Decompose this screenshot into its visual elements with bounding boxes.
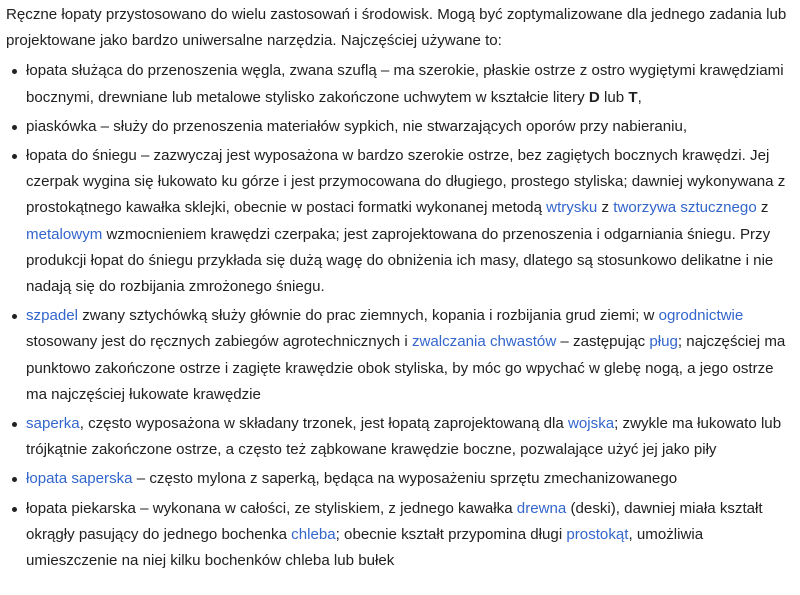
item-text: , bbox=[637, 88, 642, 106]
wiki-link[interactable]: szpadel bbox=[26, 307, 79, 325]
item-text: , umożliwia umieszczenie na niej kilku bochenków chleba lub bułek bbox=[26, 525, 704, 570]
item-text: zwany sztychówką służy głównie do prac ziemnych, kopania i rozbijania grud ziemi; w bbox=[78, 307, 659, 325]
list-item-entrenching-tool bbox=[26, 411, 798, 463]
item-text: z bbox=[597, 199, 614, 217]
item-text: wzmocnieniem krawędzi czerpaka; jest zaprojektowana do przenoszenia i odgarniania śniegu. Przy produkcji łopat do śniegu przykłada się dużą wagę do obniżenia ich masy, dlatego są stosunkowo delikatne i nie nadają się do rozbijania zmrożonego śniegu. bbox=[26, 225, 774, 296]
wiki-link[interactable]: zwalczania chwastów bbox=[411, 333, 557, 351]
wiki-link[interactable]: wtrysku bbox=[546, 199, 598, 217]
intro-paragraph: Ręczne łopaty przystosowano do wielu zastosowań i środowisk. Mogą być zoptymalizowane dla jednego zadania lub projektowane jako bardzo uniwersalne narzędzia. Najczęściej używane to: bbox=[6, 6, 787, 50]
item-text: ; obecnie kształt przypomina długi bbox=[335, 525, 567, 543]
list-item-sand-shovel bbox=[26, 114, 798, 140]
item-text: (deski), dawniej miała kształt okrągły pasujący do jednego bochenka bbox=[26, 499, 763, 543]
bold-text: T bbox=[628, 88, 638, 106]
wiki-link[interactable]: chleba bbox=[291, 525, 336, 543]
item-text: stosowany jest do ręcznych zabiegów agrotechnicznych i bbox=[26, 333, 412, 351]
wiki-link[interactable]: wojska bbox=[568, 415, 615, 433]
item-text: – zastępując bbox=[556, 333, 650, 351]
wiki-link[interactable]: pług bbox=[649, 333, 678, 351]
wiki-link[interactable]: saperka bbox=[26, 415, 80, 433]
item-text: lub bbox=[599, 88, 629, 106]
bold-text: D bbox=[588, 88, 600, 106]
item-text: z bbox=[756, 199, 769, 217]
list-item-sapper-shovel bbox=[26, 466, 798, 492]
item-text: ; zwykle ma łukowato lub trójkątnie zakończone ostrze, a często też ząbkowane krawędzie boczne, pozwalające użyć jej jako piły bbox=[26, 415, 782, 459]
list-item-snow-shovel bbox=[26, 143, 798, 300]
wiki-link[interactable]: prostokąt bbox=[566, 525, 629, 543]
list-item-coal-shovel bbox=[26, 58, 798, 110]
item-text: łopata do śniegu – zazwyczaj jest wyposażona w bardzo szerokie ostrze, bez zagiętych bocznych krawędzi. Jej czerpak wygina się łukowato ku górze i jest przymocowana do długiego, prostego styliska; dawniej wykonywana z prostokątnego kawałka sklejki, obecnie w postaci formatki wykonanej metodą bbox=[26, 147, 786, 217]
item-text: piaskówka – służy do przenoszenia materiałów sypkich, nie stwarzających oporów przy nabieraniu, bbox=[26, 117, 688, 135]
item-text: łopata służąca do przenoszenia węgla, zwana szuflą – ma szerokie, płaskie ostrze z ostro wygiętymi krawędziami bocznymi, drewniane lub metalowe stylisko zakończone uchwytem w kształcie litery bbox=[26, 62, 784, 106]
list-item-spade bbox=[26, 303, 798, 408]
item-text: łopata piekarska – wykonana w całości, ze styliskiem, z jednego kawałka bbox=[26, 499, 517, 517]
wiki-link[interactable]: łopata saperska bbox=[26, 470, 133, 488]
item-text: – często mylona z saperką, będąca na wyposażeniu sprzętu zmechanizowanego bbox=[132, 470, 678, 488]
wiki-link[interactable]: ogrodnictwie bbox=[658, 307, 744, 325]
wiki-link[interactable]: metalowym bbox=[26, 225, 103, 243]
item-text: , często wyposażona w składany trzonek, jest łopatą zaprojektowaną dla bbox=[79, 415, 569, 433]
shovel-types-list bbox=[6, 58, 798, 574]
item-text: ; najczęściej ma punktowo zakończone ostrze i zagięte krawędzie obok styliska, by móc go wpychać w glebę nogą, a jego ostrze ma najczęściej łukowate krawędzie bbox=[26, 333, 786, 403]
wiki-link[interactable]: tworzywa sztucznego bbox=[613, 199, 757, 217]
wiki-link[interactable]: drewna bbox=[516, 499, 567, 517]
list-item-bakers-peel bbox=[26, 496, 798, 575]
